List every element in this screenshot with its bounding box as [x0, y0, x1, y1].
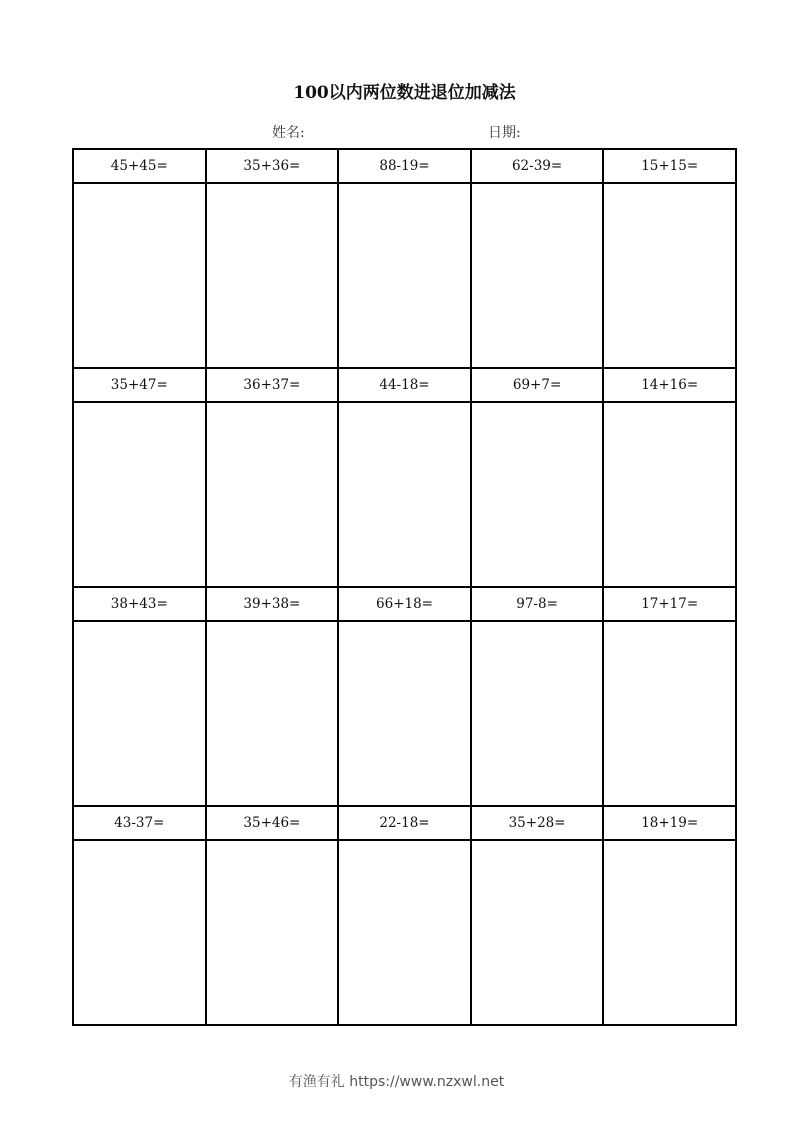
problem-cell: 69+7= [471, 368, 604, 402]
answer-space [603, 840, 736, 1025]
answer-space [603, 183, 736, 368]
worksheet-grid [72, 148, 737, 1026]
problem-cell: 35+36= [206, 149, 339, 183]
answer-space [338, 402, 471, 587]
answer-row [73, 402, 736, 587]
problem-cell: 18+19= [603, 806, 736, 840]
footer-watermark: 有渔有礼 https://www.nzxwl.net [288, 1074, 505, 1090]
answer-space [603, 621, 736, 806]
answer-space [73, 621, 206, 806]
name-label: 姓名: [272, 125, 305, 141]
problem-cell: 44-18= [338, 368, 471, 402]
problem-cell: 39+38= [206, 587, 339, 621]
answer-space [471, 402, 604, 587]
problem-row [73, 149, 736, 183]
problem-cell: 38+43= [73, 587, 206, 621]
answer-space [471, 840, 604, 1025]
problem-cell: 97-8= [471, 587, 604, 621]
answer-space [206, 621, 339, 806]
problem-row [73, 806, 736, 840]
answer-row [73, 621, 736, 806]
answer-space [338, 840, 471, 1025]
problem-cell: 88-19= [338, 149, 471, 183]
answer-space [206, 402, 339, 587]
answer-row [73, 183, 736, 368]
problem-cell: 62-39= [471, 149, 604, 183]
problem-cell: 43-37= [73, 806, 206, 840]
answer-space [73, 402, 206, 587]
answer-space [471, 621, 604, 806]
answer-space [338, 183, 471, 368]
answer-space [73, 840, 206, 1025]
problem-cell: 66+18= [338, 587, 471, 621]
problem-row [73, 587, 736, 621]
answer-space [603, 402, 736, 587]
problem-cell: 35+28= [471, 806, 604, 840]
problem-cell: 22-18= [338, 806, 471, 840]
problem-row [73, 368, 736, 402]
problem-cell: 36+37= [206, 368, 339, 402]
problem-cell: 45+45= [73, 149, 206, 183]
answer-space [206, 183, 339, 368]
problem-cell: 35+46= [206, 806, 339, 840]
answer-space [471, 183, 604, 368]
answer-space [206, 840, 339, 1025]
problem-cell: 35+47= [73, 368, 206, 402]
answer-row [73, 840, 736, 1025]
problem-cell: 17+17= [603, 587, 736, 621]
answer-space [338, 621, 471, 806]
problem-cell: 14+16= [603, 368, 736, 402]
page-title: 100以内两位数进退位加减法 [293, 83, 516, 103]
date-label: 日期: [488, 125, 521, 141]
answer-space [73, 183, 206, 368]
problem-cell: 15+15= [603, 149, 736, 183]
